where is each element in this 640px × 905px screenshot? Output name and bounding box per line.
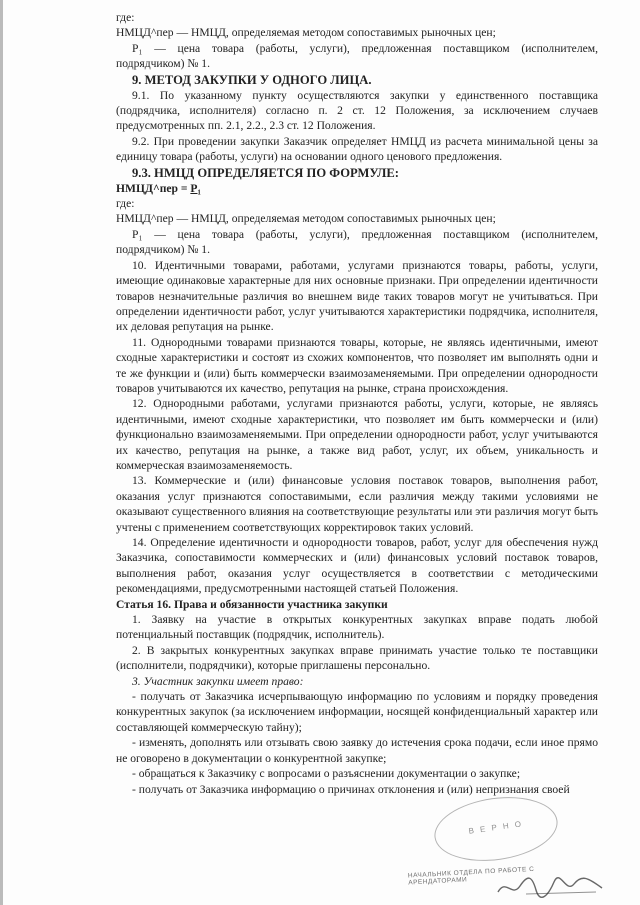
formula-left: НМЦД^пер	[116, 181, 178, 195]
stamp-text: В Е Р Н О	[467, 819, 524, 836]
paragraph-right-1: - получать от Заказчика исчерпывающую информацию по условиям и порядку проведения конкурентных закупок (за исключением информации, носящей конфиденциальный характер или составляющей коммерческую тайну);	[116, 690, 598, 734]
signature-icon	[496, 872, 606, 900]
section-9-3-heading: 9.3. НМЦД ОПРЕДЕЛЯЕТСЯ ПО ФОРМУЛЕ:	[132, 165, 399, 180]
paragraph-13: 13. Коммерческие и (или) финансовые условия поставок товаров, выполнения работ, оказания услуг признаются сопоставимыми, если различия между такими условиями не оказывают существенного влияния на соответствующие результаты или эти различия могут быть учтены с применением соответствующих корректировок таких условий.	[116, 474, 598, 534]
paragraph-10: 10. Идентичными товарами, работами, услугами признаются товары, работы, услуги, имеющие одинаковые характерные для них основные признаки. При определении идентичности товаров незначительные различия во внешнем виде таких товаров могут не учитываться. При определении идентичности работ, услуг учитываются характеристики подрядчика, исполнителя, их деловая репутация на рынке.	[116, 258, 598, 334]
formula-equals: =	[177, 181, 191, 195]
paragraph-right-2: - изменять, дополнять или отзывать свою заявку до истечения срока подачи, если иное прямо не оговорено в документации о конкурентной закупке;	[116, 736, 598, 765]
stamp-caption: НАЧАЛЬНИК ОТДЕЛА ПО РАБОТЕ С АРЕНДАТОРАМИ	[407, 865, 535, 887]
paragraph-right-4: - получать от Заказчика информацию о причинах отклонения и (или) непризнания своей	[132, 782, 570, 796]
paragraph-price-definition-1: Р₁ — цена товара (работы, услуги), предложенная поставщиком (исполнителем, подрядчиком) № 1.	[116, 41, 598, 71]
verification-stamp	[430, 790, 561, 869]
scan-margin-line	[0, 0, 3, 905]
paragraph-11: 11. Однородными товарами признаются товары, которые, не являясь идентичными, имеют сходные характеристики и состоят из схожих компонентов, что позволяет им выполнять одни и те же функции и (или) быть коммерчески взаимозаменяемыми. При определении однородности товаров учитываются их качество, репутация на рынке, страна происхождения.	[116, 335, 598, 395]
paragraph-where-2: где:	[116, 197, 135, 211]
paragraph-nmcd-definition-2: НМЦД^пер — НМЦД, определяемая методом сопоставимых рыночных цен;	[116, 212, 496, 226]
formula-right: Р₁	[190, 181, 201, 195]
paragraph-9-1: 9.1. По указанному пункту осуществляются закупки у единственного поставщика (подрядчика, исполнителя) согласно п. 2 ст. 12 Положения, за исключением случаев предусмотренных пп. 2.1, 2.2., 2.3 ст. 12 Положения.	[116, 88, 598, 133]
formula	[116, 181, 598, 196]
article-16-heading: Статья 16. Права и обязанности участника закупки	[116, 597, 388, 611]
document-body	[116, 10, 598, 797]
paragraph-right-3: - обращаться к Заказчику с вопросами о разъяснении документации о закупке;	[132, 767, 521, 781]
paragraph-16-2: 2. В закрытых конкурентных закупках вправе принимать участие только те поставщики (исполнители, подрядчики), которые приглашены персонально.	[116, 643, 598, 673]
paragraph-9-2: 9.2. При проведении закупки Заказчик определяет НМЦД из расчета минимальной цены за единицу товара (работы, услуги) на основании одного ценового предложения.	[116, 134, 598, 164]
paragraph-price-definition-2: Р₁ — цена товара (работы, услуги), предложенная поставщиком (исполнителем, подрядчиком) № 1.	[116, 227, 598, 257]
section-9-heading: 9. МЕТОД ЗАКУПКИ У ОДНОГО ЛИЦА.	[132, 72, 372, 87]
paragraph-where-1: где:	[116, 11, 135, 24]
paragraph-16-3: 3. Участник закупки имеет право:	[132, 674, 304, 688]
paragraph-16-1: 1. Заявку на участие в открытых конкурентных закупках вправе подать любой потенциальный поставщик (подрядчик, исполнитель).	[116, 613, 598, 642]
paragraph-12: 12. Однородными работами, услугами признаются работы, услуги, которые, не являясь идентичными, имеют сходные характеристики, что позволяет им быть коммерчески и (или) функционально взаимозаменяемыми. При определении однородности работ, услуг учитываются их качество, репутация на рынке, а также вид работ, услуг, их объем, уникальность и коммерческая взаимозаменяемость.	[116, 397, 598, 472]
paragraph-14: 14. Определение идентичности и однородности товаров, работ, услуг для обеспечения нужд Заказчика, сопоставимости коммерческих и (или) финансовых условий поставок товаров, выполнения работ, оказания услуг осуществляется в соответствии с методическими рекомендациями, предусмотренными настоящей статьей Положения.	[116, 536, 598, 596]
paragraph-nmcd-definition-1: НМЦД^пер — НМЦД, определяемая методом сопоставимых рыночных цен;	[116, 26, 496, 40]
